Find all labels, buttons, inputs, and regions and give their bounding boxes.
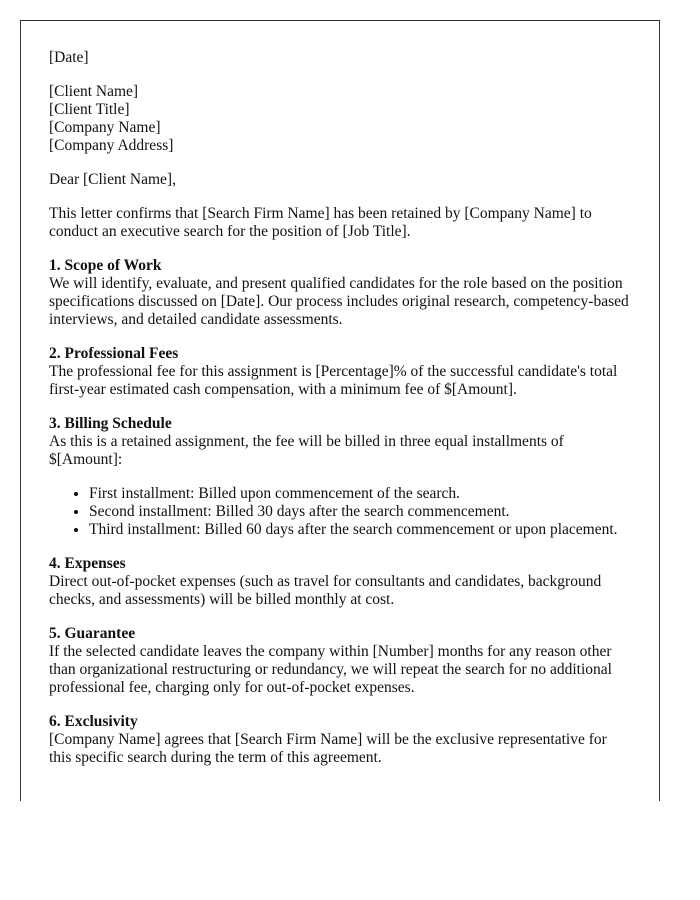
section-billing-schedule [49,415,631,539]
section-guarantee [49,625,631,697]
section-scope-of-work [49,257,631,329]
recipient-address [49,83,631,155]
section-professional-fees [49,345,631,399]
letter-page [20,20,660,801]
section-heading: 6. Exclusivity [49,713,138,730]
list-item: • Second installment: Billed 30 days after the search commencement. [89,503,631,521]
section-heading: 5. Guarantee [49,625,136,642]
section-body: The professional fee for this assignment is [Percentage]% of the successful candidate's total first-year estimated cash compensation, with a minimum fee of $[Amount]. [49,363,618,398]
client-title: [Client Title] [49,101,130,118]
letter-date: [Date] [49,49,89,66]
section-body: [Company Name] agrees that [Search Firm Name] will be the exclusive representative for this specific search during the term of this agreement. [49,731,607,766]
section-heading: 2. Professional Fees [49,345,179,362]
section-heading: 4. Expenses [49,555,126,572]
client-name: [Client Name] [49,83,139,100]
section-heading: 3. Billing Schedule [49,415,172,432]
section-expenses [49,555,631,609]
company-name: [Company Name] [49,119,161,136]
list-item: • Third installment: Billed 60 days after the search commencement or upon placement. [89,521,631,539]
section-body: We will identify, evaluate, and present qualified candidates for the role based on the position specifications discussed on [Date]. Our process includes original research, competency-based interviews, and detailed candidate assessments. [49,275,629,328]
installment-list [49,485,631,539]
section-body: Direct out-of-pocket expenses (such as travel for consultants and candidates, background checks, and assessments) will be billed monthly at cost. [49,573,602,608]
intro-paragraph: This letter confirms that [Search Firm Name] has been retained by [Company Name] to conduct an executive search for the position of [Job Title]. [49,205,592,240]
section-heading: 1. Scope of Work [49,257,162,274]
list-item: • First installment: Billed upon commencement of the search. [89,485,631,503]
company-address: [Company Address] [49,137,174,154]
section-body: If the selected candidate leaves the company within [Number] months for any reason other than organizational restructuring or redundancy, we will repeat the search for no additional professional fee, charging only for out-of-pocket expenses. [49,643,612,696]
section-exclusivity [49,713,631,767]
section-body: As this is a retained assignment, the fee will be billed in three equal installments of $[Amount]: [49,433,564,468]
salutation: Dear [Client Name], [49,171,176,188]
